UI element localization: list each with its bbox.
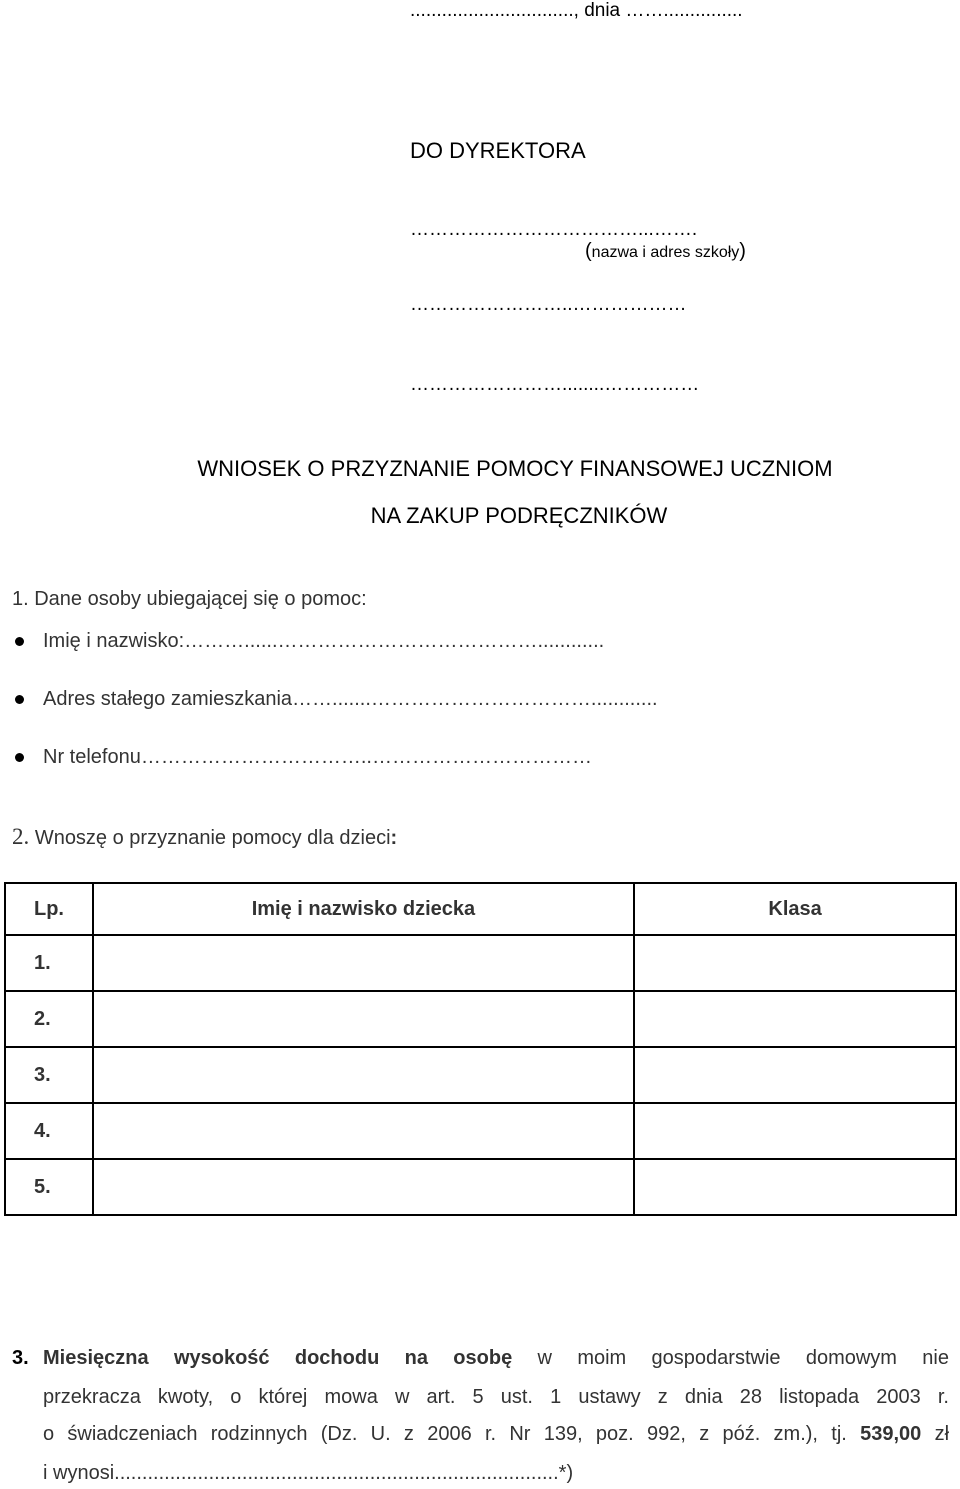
applicant-phone-label: Nr telefonu: [43, 746, 141, 768]
table-header-row: [5, 883, 956, 935]
applicant-name-label: Imię i nazwisko:: [43, 630, 185, 652]
child-name-cell[interactable]: [93, 1103, 634, 1159]
date-line: ..............................., dnia ……...............: [410, 0, 743, 21]
table-row: [5, 1103, 956, 1159]
income-statement-line-3: [43, 1423, 949, 1446]
child-name-cell[interactable]: [93, 991, 634, 1047]
table-row: [5, 1159, 956, 1215]
applicant-address-dots: …….......……………………………............: [292, 688, 658, 710]
child-class-cell[interactable]: [634, 1103, 956, 1159]
children-table: [4, 882, 957, 1216]
table-row: [5, 991, 956, 1047]
child-class-cell[interactable]: [634, 935, 956, 991]
applicant-address-field: [43, 688, 658, 711]
income-amount-field[interactable]: i wynosi................................................................................*): [43, 1462, 574, 1484]
child-class-cell[interactable]: [634, 991, 956, 1047]
school-label: [585, 240, 746, 263]
child-class-cell[interactable]: [634, 1047, 956, 1103]
section-3-number: 3.: [12, 1347, 29, 1369]
table-row: [5, 935, 956, 991]
child-name-cell[interactable]: [93, 1047, 634, 1103]
address-dots-line-2: ……………………........……………: [410, 374, 700, 395]
applicant-phone-dots: ……………………………..……………………………: [140, 746, 592, 768]
child-class-cell[interactable]: [634, 1159, 956, 1215]
bullet-icon: [15, 753, 24, 762]
income-statement-bold: Miesięczna wysokość dochodu na osobę: [43, 1347, 513, 1369]
row-number: 1.: [5, 935, 93, 991]
school-label-text: nazwa i adres szkoły: [591, 244, 740, 261]
row-number: 4.: [5, 1103, 93, 1159]
applicant-name-field: [43, 630, 604, 653]
income-statement-rest: w moim gospodarstwie domowym nie: [537, 1347, 949, 1369]
applicant-phone-field: [43, 746, 592, 769]
income-statement-line-3-start: o świadczeniach rodzinnych (Dz. U. z 2006 r. Nr 139, poz. 992, z póź. zm.), tj.: [43, 1423, 847, 1445]
row-number: 3.: [5, 1047, 93, 1103]
row-number: 2.: [5, 991, 93, 1047]
school-dots-line: ………………………………...…….: [410, 219, 698, 240]
child-name-cell[interactable]: [93, 935, 634, 991]
section-2-heading: [12, 824, 397, 850]
bullet-icon: [15, 637, 24, 646]
section-2-number: 2.: [12, 824, 30, 849]
column-header-lp: Lp.: [5, 883, 93, 935]
document-title-line-2: NA ZAKUP PODRĘCZNIKÓW: [370, 503, 668, 528]
income-statement-line-2: przekracza kwoty, o której mowa w art. 5 ust. 1 ustawy z dnia 28 listopada 2003 r.: [43, 1386, 949, 1408]
section-1-heading: 1. Dane osoby ubiegającej się o pomoc:: [12, 588, 367, 610]
income-statement-currency: zł: [934, 1423, 950, 1445]
column-header-child-name: Imię i nazwisko dziecka: [93, 883, 634, 935]
table-row: [5, 1047, 956, 1103]
recipient-title: DO DYREKTORA: [410, 138, 586, 163]
column-header-class: Klasa: [634, 883, 956, 935]
document-title-line-1: WNIOSEK O PRZYZNANIE POMOCY FINANSOWEJ UCZNIOM: [197, 456, 833, 481]
school-label-close: ): [739, 240, 746, 262]
school-label-open: (: [585, 240, 592, 262]
applicant-name-dots: ………......…………………………………............: [184, 630, 605, 652]
section-2-colon: :: [390, 827, 398, 849]
income-threshold-amount: 539,00: [860, 1423, 922, 1445]
row-number: 5.: [5, 1159, 93, 1215]
child-name-cell[interactable]: [93, 1159, 634, 1215]
applicant-address-label: Adres stałego zamieszkania: [43, 688, 293, 710]
address-dots-line-1: ……………………..………………: [410, 294, 687, 315]
bullet-icon: [15, 695, 24, 704]
income-statement-line-1: [43, 1347, 949, 1370]
section-2-heading-text: Wnoszę o przyznanie pomocy dla dzieci: [34, 827, 391, 849]
